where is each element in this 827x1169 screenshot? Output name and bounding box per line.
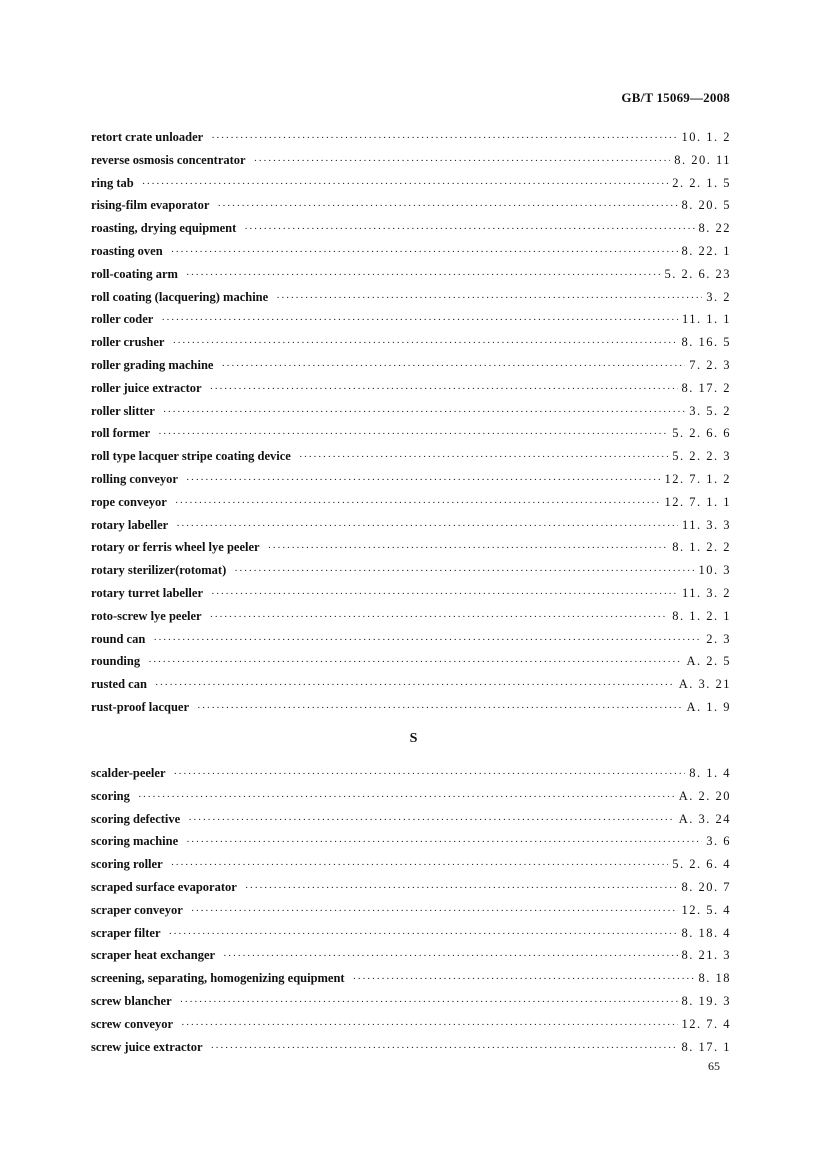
index-reference: 8. 16. 5 [681, 335, 731, 350]
index-entry [91, 149, 731, 172]
index-term: roto-screw lye peeler [91, 608, 202, 623]
dot-leader [186, 469, 661, 492]
index-reference: 3. 5. 2 [689, 403, 731, 418]
dot-leader [268, 537, 669, 560]
dot-leader [244, 218, 694, 241]
index-term: reverse osmosis concentrator [91, 152, 246, 167]
index-term: roasting, drying equipment [91, 221, 237, 236]
index-reference: 5. 2. 6. 23 [664, 266, 731, 281]
dot-leader [161, 309, 678, 332]
index-reference: 10. 3 [698, 563, 731, 578]
index-term: scraper heat exchanger [91, 948, 216, 963]
page-number: 65 [708, 1059, 720, 1073]
index-entry [91, 491, 731, 514]
index-term: rotary or ferris wheel lye peeler [91, 540, 260, 555]
dot-leader [276, 287, 702, 310]
index-entry [91, 899, 731, 922]
dot-leader [181, 1014, 677, 1037]
index-term: screw conveyor [91, 1016, 174, 1031]
index-term: scalder-peeler [91, 766, 166, 780]
index-reference: 2. 3 [706, 631, 731, 646]
section-heading-s: S [409, 731, 418, 746]
index-reference: 8. 21. 3 [681, 948, 731, 963]
index-reference: 3. 2 [706, 289, 731, 304]
index-term: screw blancher [91, 993, 172, 1008]
dot-leader [188, 809, 675, 832]
index-term: scraped surface evaporator [91, 879, 237, 894]
index-term: rotary turret labeller [91, 585, 203, 600]
dot-leader [245, 877, 678, 900]
index-entry [91, 944, 731, 967]
index-entry [91, 377, 731, 400]
index-reference: 8. 20. 7 [681, 879, 731, 894]
index-term: roasting oven [91, 243, 163, 258]
dot-leader [299, 446, 668, 469]
index-reference: 11. 3. 2 [681, 585, 731, 600]
index-reference: 5. 2. 2. 3 [672, 449, 731, 464]
index-term: roller slitter [91, 403, 155, 418]
standard-code-header: GB/T 15069—2008 [621, 90, 730, 105]
index-reference: 8. 18. 4 [681, 925, 731, 940]
dot-leader [171, 854, 669, 877]
dot-leader [142, 173, 669, 196]
index-entry [91, 400, 731, 423]
index-entry [91, 762, 731, 785]
index-term: screening, separating, homogenizing equipment [91, 971, 345, 986]
index-reference: 11. 1. 1 [681, 312, 731, 327]
dot-leader [210, 606, 669, 629]
index-reference: A. 3. 21 [678, 677, 731, 692]
index-entry [91, 172, 731, 195]
index-reference: 8. 18 [698, 971, 731, 986]
index-reference: 11. 3. 3 [681, 517, 731, 532]
index-list-r [91, 126, 731, 719]
index-reference: 2. 2. 1. 5 [672, 175, 731, 190]
index-term: round can [91, 631, 146, 646]
index-entry [91, 331, 731, 354]
index-term: rope conveyor [91, 494, 167, 509]
index-term: scraper conveyor [91, 902, 183, 917]
index-term: rust-proof lacquer [91, 699, 190, 714]
dot-leader [234, 560, 694, 583]
index-reference: A. 1. 9 [686, 699, 731, 714]
index-entry [91, 922, 731, 945]
index-entry [91, 1013, 731, 1036]
index-entry [91, 445, 731, 468]
index-entry [91, 808, 731, 831]
dot-leader [153, 629, 702, 652]
index-entry [91, 354, 731, 377]
index-reference: 8. 1. 2. 1 [672, 608, 731, 623]
dot-leader [138, 786, 675, 809]
dot-leader [211, 583, 678, 606]
index-reference: 8. 1. 2. 2 [672, 540, 731, 555]
index-entry [91, 468, 731, 491]
dot-leader [353, 968, 695, 991]
dot-leader [180, 991, 678, 1014]
index-reference: 5. 2. 6. 4 [672, 857, 731, 872]
index-term: rounding [91, 654, 141, 669]
index-reference: 5. 2. 6. 6 [672, 426, 731, 441]
index-entry [91, 126, 731, 149]
index-term: scoring machine [91, 834, 179, 849]
index-entry [91, 830, 731, 853]
index-entry [91, 853, 731, 876]
index-reference: 12. 5. 4 [681, 902, 731, 917]
index-reference: 10. 1. 2 [681, 130, 731, 144]
dot-leader [155, 674, 675, 697]
index-entry [91, 1036, 731, 1059]
index-term: roller juice extractor [91, 380, 202, 395]
index-entry [91, 308, 731, 331]
dot-leader [148, 651, 682, 674]
dot-leader [158, 423, 668, 446]
index-term: ring tab [91, 175, 134, 190]
dot-leader [169, 923, 678, 946]
dot-leader [211, 1037, 678, 1060]
index-term: scraper filter [91, 925, 161, 940]
dot-leader [163, 401, 686, 424]
index-entry [91, 628, 731, 651]
index-list-s [91, 762, 731, 1058]
dot-leader [174, 763, 686, 786]
index-reference: A. 2. 20 [678, 788, 731, 803]
index-term: rusted can [91, 677, 147, 692]
index-entry [91, 650, 731, 673]
index-term: rotary sterilizer(rotomat) [91, 563, 227, 578]
index-term: rolling conveyor [91, 471, 178, 486]
index-reference: 12. 7. 1. 1 [664, 494, 731, 509]
index-term: roll coating (lacquering) machine [91, 289, 269, 304]
index-entry [91, 582, 731, 605]
index-entry [91, 286, 731, 309]
index-term: screw juice extractor [91, 1039, 203, 1054]
index-term: roll-coating arm [91, 266, 178, 281]
index-term: roller coder [91, 312, 154, 327]
index-entry [91, 536, 731, 559]
dot-leader [186, 831, 702, 854]
dot-leader [197, 697, 682, 720]
index-term: scoring roller [91, 857, 163, 872]
index-entry [91, 217, 731, 240]
index-reference: 8. 22 [698, 221, 731, 236]
dot-leader [176, 515, 678, 538]
index-reference: 8. 20. 5 [681, 198, 731, 213]
index-entry [91, 240, 731, 263]
index-reference: 3. 6 [706, 834, 731, 849]
index-reference: A. 2. 5 [686, 654, 731, 669]
index-term: roller crusher [91, 335, 165, 350]
index-reference: 8. 19. 3 [681, 993, 731, 1008]
index-reference: 7. 2. 3 [689, 357, 731, 372]
index-entry [91, 990, 731, 1013]
index-entry [91, 785, 731, 808]
index-entry [91, 514, 731, 537]
index-reference: 8. 20. 11 [674, 152, 731, 167]
index-term: roller grading machine [91, 357, 214, 372]
index-term: scoring [91, 788, 130, 803]
dot-leader [172, 332, 677, 355]
index-entry [91, 194, 731, 217]
dot-leader [175, 492, 661, 515]
dot-leader [223, 945, 677, 968]
index-entry [91, 263, 731, 286]
index-term: roll former [91, 426, 151, 441]
index-term: retort crate unloader [91, 130, 204, 144]
dot-leader [221, 355, 685, 378]
index-term: scoring defective [91, 811, 181, 826]
index-reference: 8. 17. 2 [681, 380, 731, 395]
index-entry [91, 696, 731, 719]
index-entry [91, 559, 731, 582]
index-reference: 12. 7. 4 [681, 1016, 731, 1031]
dot-leader [191, 900, 678, 923]
index-reference: 12. 7. 1. 2 [664, 471, 731, 486]
index-term: roll type lacquer stripe coating device [91, 449, 291, 464]
dot-leader [211, 127, 677, 150]
index-entry [91, 605, 731, 628]
index-entry [91, 876, 731, 899]
dot-leader [217, 195, 677, 218]
dot-leader [254, 150, 671, 173]
index-reference: A. 3. 24 [678, 811, 731, 826]
index-term: rotary labeller [91, 517, 169, 532]
index-term: rising-film evaporator [91, 198, 210, 213]
index-reference: 8. 1. 4 [689, 766, 731, 780]
index-entry [91, 967, 731, 990]
dot-leader [186, 264, 661, 287]
index-reference: 8. 17. 1 [681, 1039, 731, 1054]
index-entry [91, 673, 731, 696]
index-reference: 8. 22. 1 [681, 243, 731, 258]
dot-leader [210, 378, 678, 401]
index-entry [91, 422, 731, 445]
dot-leader [171, 241, 678, 264]
